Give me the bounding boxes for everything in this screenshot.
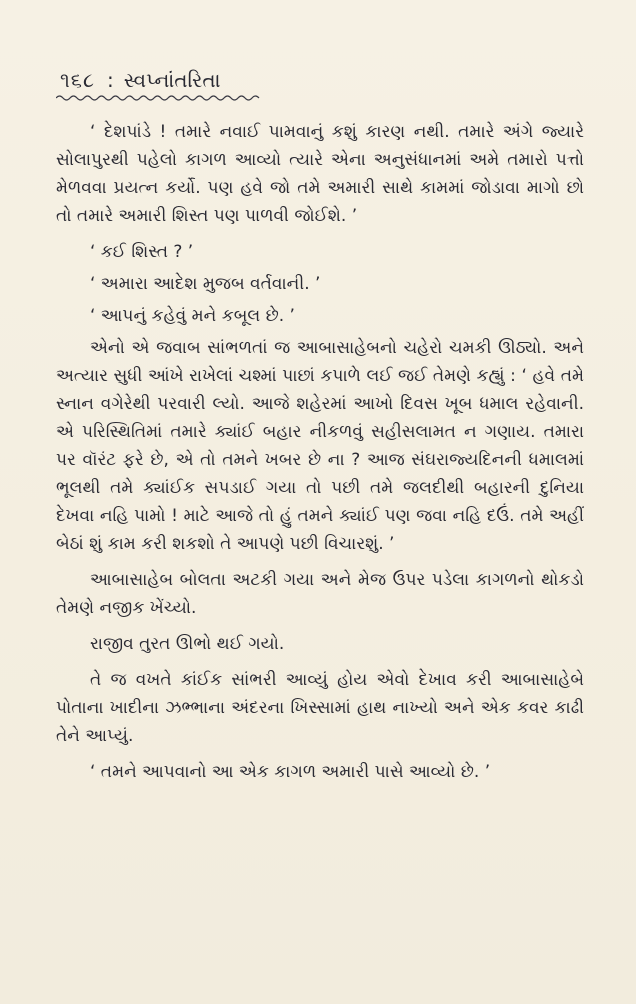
wavy-underline — [56, 94, 261, 102]
page-number: ૧૬૮ — [60, 68, 95, 92]
paragraph: ‘ આપનું કહેવું મને કબૂલ છે. ’ — [90, 306, 295, 326]
paragraph: એનો એ જવાબ સાંભળતાં જ આબાસાહેબનો ચહેરો ચમકી ઊઠ્યો. અને અત્યાર સુધી આંખે રાખેલાં ચશ્માં પાછાં કપાળે લઈ જઈ તેમણે કહ્યું : ‘ હવે તમે સ્નાન વગેરેથી પરવારી લ્યો. આજે શહેરમાં આખો દિવસ ખૂબ ધમાલ રહેવાની. એ પરિસ્થિતિમાં તમારે ક્યાંઈ બહાર નીકળવું સહીસલામત ન ગણાય. તમારા પર વૉરંટ ફરે છે, એ તો તમને ખબર છે ના ? આજ સંઘરાજ્યદિનની ધમાલમાં ભૂલથી તમે ક્યાંઈક સપડાઈ ગયા તો પછી તમે જલદીથી બહારની દુનિયા દેખવા નહિ પામો ! માટે આજે તો હું તમને ક્યાંઈ પણ જવા નહિ દઉં. તમે અહીં બેઠાં શું કામ કરી શકશો તે આપણે પછી વિચારશું. ’ — [56, 338, 584, 554]
header-separator: : — [107, 68, 114, 92]
paragraph: આબાસાહેબ બોલતા અટકી ગયા અને મેજ ઉપર પડેલા કાગળનો થોકડો તેમણે નજીક ખેંચ્યો. — [56, 570, 584, 618]
book-title: સ્વપ્નાંતરિતા — [123, 68, 221, 92]
paragraph: ‘ કઈ શિસ્ત ? ’ — [90, 242, 194, 262]
running-header — [60, 70, 221, 90]
paragraph: ‘ તમને આપવાનો આ એક કાગળ અમારી પાસે આવ્યો છે. ’ — [90, 762, 491, 782]
paragraph: ‘ દેશપાંડે ! તમારે નવાઈ પામવાનું કશું કારણ નથી. તમારે અંગે જ્યારે સોલાપુરથી પહેલો કાગળ આવ્યો ત્યારે એના અનુસંધાનમાં અમે તમારો પત્તો મેળવવા પ્રયત્ન કર્યો. પણ હવે જો તમે અમારી સાથે કામમાં જોડાવા માગો છો તો તમારે અમારી શિસ્ત પણ પાળવી જોઈશે. ’ — [56, 122, 584, 226]
paragraph: ‘ અમારા આદેશ મુજબ વર્તવાની. ’ — [90, 274, 321, 294]
body-text — [56, 118, 584, 794]
paragraph: રાજીવ તુરત ઊભો થઈ ગયો. — [90, 634, 285, 654]
paragraph: તે જ વખતે કાંઈક સાંભરી આવ્યું હોય એવો દેખાવ કરી આબાસાહેબે પોતાના ખાદીના ઝભ્ભાના અંદરના ખિસ્સામાં હાથ નાખ્યો અને એક કવર કાઢી તેને આપ્યું. — [56, 670, 584, 746]
